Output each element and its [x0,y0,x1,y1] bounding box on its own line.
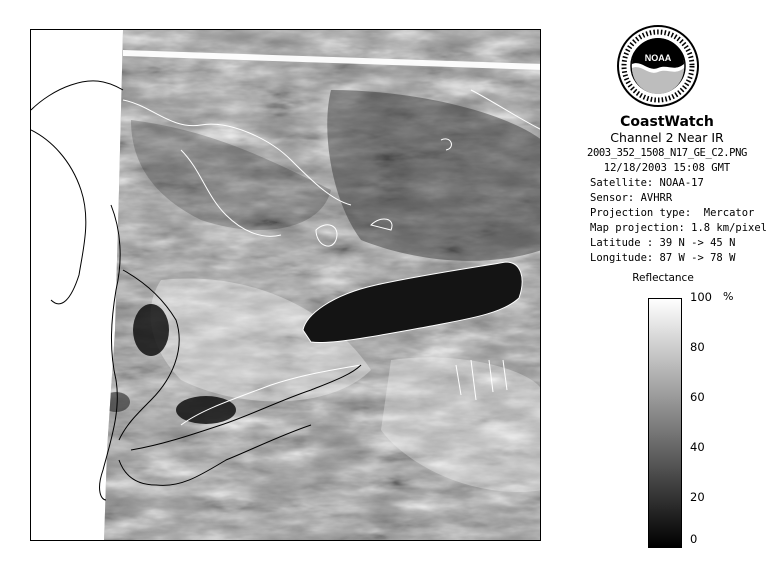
legend-title: Reflectance [632,272,694,284]
satellite-image [30,29,541,541]
satellite-label: Satellite: NOAA-17 [590,177,704,189]
acquisition-datetime: 12/18/2003 15:08 GMT [603,162,731,174]
colorbar-tick-label: 40 [690,440,705,454]
colorbar-tick-label: 80 [690,340,705,354]
file-name: 2003_352_1508_N17_GE_C2.PNG [587,147,747,159]
longitude-range-label: Longitude: 87 W -> 78 W [590,252,736,264]
colorbar-tick-label: 0 [690,532,698,546]
colorbar-tick-label: 100 [690,290,712,304]
projection-type-label: Projection type: Mercator [590,207,755,219]
cloud-imagery [31,30,541,541]
map-projection-label: Map projection: 1.8 km/pixel [590,222,768,234]
product-title: CoastWatch [620,114,714,130]
metadata-panel [560,114,774,264]
sensor-label: Sensor: AVHRR [590,192,673,204]
colorbar-tick-label: 60 [690,390,705,404]
noaa-logo-label: NOAA [644,53,672,63]
channel-label: Channel 2 Near IR [610,130,724,145]
colorbar-tick-label: 20 [690,490,705,504]
reflectance-colorbar [648,298,682,548]
latitude-range-label: Latitude : 39 N -> 45 N [590,237,736,249]
noaa-logo [616,24,700,108]
legend-unit: % [723,290,734,303]
